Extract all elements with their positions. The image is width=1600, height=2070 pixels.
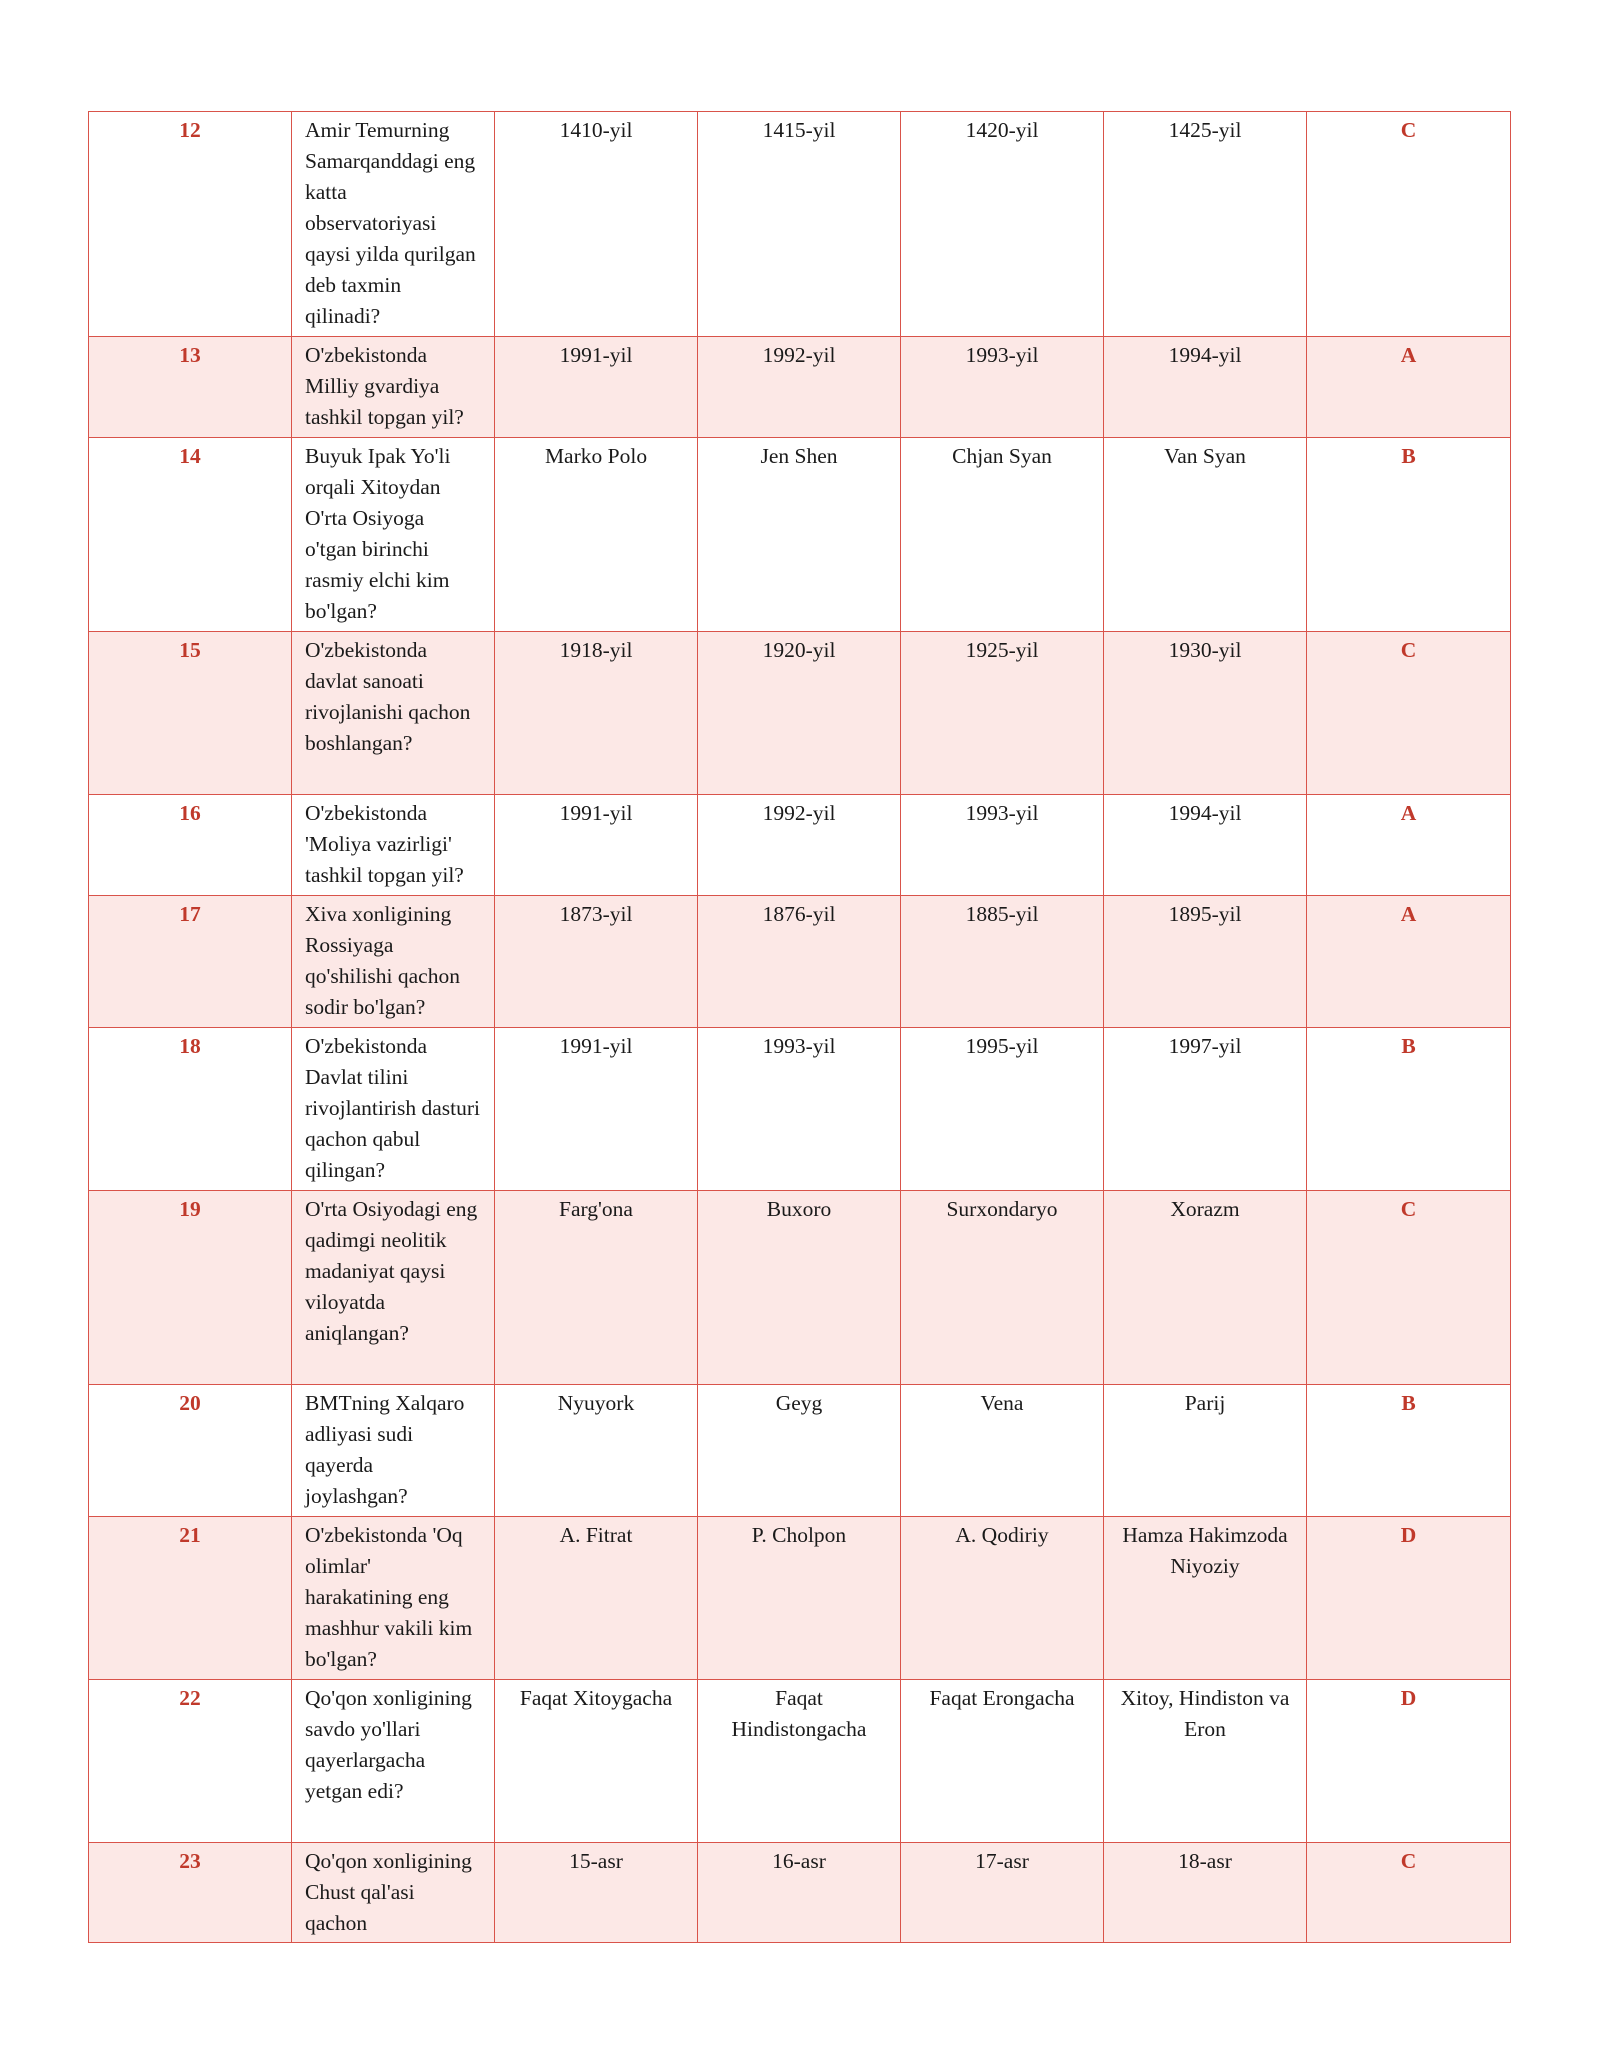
question-number: 14 <box>89 438 292 632</box>
option-d: 1994-yil <box>1104 337 1307 438</box>
correct-answer: B <box>1307 1385 1511 1517</box>
question-number: 12 <box>89 112 292 337</box>
option-a: 15-asr <box>495 1843 698 1943</box>
option-d: 1425-yil <box>1104 112 1307 337</box>
option-c: Surxondaryo <box>901 1191 1104 1385</box>
option-c: Faqat Erongacha <box>901 1680 1104 1843</box>
correct-answer: A <box>1307 795 1511 896</box>
question-number: 22 <box>89 1680 292 1843</box>
option-a: 1873-yil <box>495 896 698 1028</box>
option-a: 1991-yil <box>495 795 698 896</box>
option-a: Marko Polo <box>495 438 698 632</box>
option-c: 1420-yil <box>901 112 1104 337</box>
option-d: Parij <box>1104 1385 1307 1517</box>
question-number: 15 <box>89 632 292 795</box>
question-number: 16 <box>89 795 292 896</box>
correct-answer: B <box>1307 438 1511 632</box>
table-row <box>89 112 1511 337</box>
option-b: Buxoro <box>698 1191 901 1385</box>
option-b: 1993-yil <box>698 1028 901 1191</box>
question-text: Qo'qon xonligining savdo yo'llari qayerlargacha yetgan edi? <box>292 1680 495 1843</box>
question-text: O'rta Osiyodagi eng qadimgi neolitik madaniyat qaysi viloyatda aniqlangan? <box>292 1191 495 1385</box>
option-d: Xorazm <box>1104 1191 1307 1385</box>
table-row <box>89 337 1511 438</box>
option-b: Jen Shen <box>698 438 901 632</box>
option-d: Van Syan <box>1104 438 1307 632</box>
option-a: 1991-yil <box>495 337 698 438</box>
quiz-table <box>88 111 1511 1943</box>
table-row <box>89 1517 1511 1680</box>
option-a: Faqat Xitoygacha <box>495 1680 698 1843</box>
question-number: 23 <box>89 1843 292 1943</box>
option-a: 1991-yil <box>495 1028 698 1191</box>
correct-answer: A <box>1307 337 1511 438</box>
question-text: O'zbekistonda 'Moliya vazirligi' tashkil topgan yil? <box>292 795 495 896</box>
option-d: 1994-yil <box>1104 795 1307 896</box>
option-c: Vena <box>901 1385 1104 1517</box>
option-a: 1918-yil <box>495 632 698 795</box>
table-row <box>89 1843 1511 1943</box>
table-row <box>89 438 1511 632</box>
option-b: Geyg <box>698 1385 901 1517</box>
option-c: Chjan Syan <box>901 438 1104 632</box>
correct-answer: B <box>1307 1028 1511 1191</box>
option-b: 1876-yil <box>698 896 901 1028</box>
question-number: 13 <box>89 337 292 438</box>
option-c: 1925-yil <box>901 632 1104 795</box>
question-number: 21 <box>89 1517 292 1680</box>
question-text: Qo'qon xonligining Chust qal'asi qachon <box>292 1843 495 1943</box>
question-number: 20 <box>89 1385 292 1517</box>
option-c: 17-asr <box>901 1843 1104 1943</box>
correct-answer: C <box>1307 112 1511 337</box>
table-row <box>89 632 1511 795</box>
question-text: Xiva xonligining Rossiyaga qo'shilishi qachon sodir bo'lgan? <box>292 896 495 1028</box>
option-b: 16-asr <box>698 1843 901 1943</box>
option-c: 1993-yil <box>901 795 1104 896</box>
option-d: Xitoy, Hindiston va Eron <box>1104 1680 1307 1843</box>
correct-answer: C <box>1307 1843 1511 1943</box>
option-b: 1415-yil <box>698 112 901 337</box>
correct-answer: D <box>1307 1680 1511 1843</box>
question-number: 18 <box>89 1028 292 1191</box>
table-row <box>89 1385 1511 1517</box>
option-a: A. Fitrat <box>495 1517 698 1680</box>
option-a: Nyuyork <box>495 1385 698 1517</box>
correct-answer: C <box>1307 632 1511 795</box>
question-number: 17 <box>89 896 292 1028</box>
option-d: 1997-yil <box>1104 1028 1307 1191</box>
question-text: Amir Temurning Samarqanddagi eng katta observatoriyasi qaysi yilda qurilgan deb taxmin qilinadi? <box>292 112 495 337</box>
option-d: 1930-yil <box>1104 632 1307 795</box>
option-c: 1995-yil <box>901 1028 1104 1191</box>
option-d: Hamza Hakimzoda Niyoziy <box>1104 1517 1307 1680</box>
table-row <box>89 795 1511 896</box>
question-text: O'zbekistonda davlat sanoati rivojlanishi qachon boshlangan? <box>292 632 495 795</box>
question-text: BMTning Xalqaro adliyasi sudi qayerda joylashgan? <box>292 1385 495 1517</box>
option-b: P. Cholpon <box>698 1517 901 1680</box>
correct-answer: D <box>1307 1517 1511 1680</box>
option-b: 1920-yil <box>698 632 901 795</box>
option-b: 1992-yil <box>698 337 901 438</box>
table-row <box>89 1191 1511 1385</box>
correct-answer: C <box>1307 1191 1511 1385</box>
table-row <box>89 1680 1511 1843</box>
option-b: 1992-yil <box>698 795 901 896</box>
option-c: A. Qodiriy <box>901 1517 1104 1680</box>
option-c: 1885-yil <box>901 896 1104 1028</box>
question-text: O'zbekistonda Milliy gvardiya tashkil topgan yil? <box>292 337 495 438</box>
option-a: Farg'ona <box>495 1191 698 1385</box>
question-text: O'zbekistonda 'Oq olimlar' harakatining eng mashhur vakili kim bo'lgan? <box>292 1517 495 1680</box>
correct-answer: A <box>1307 896 1511 1028</box>
table-row <box>89 1028 1511 1191</box>
option-a: 1410-yil <box>495 112 698 337</box>
option-c: 1993-yil <box>901 337 1104 438</box>
option-d: 1895-yil <box>1104 896 1307 1028</box>
table-row <box>89 896 1511 1028</box>
option-b: Faqat Hindistongacha <box>698 1680 901 1843</box>
option-d: 18-asr <box>1104 1843 1307 1943</box>
question-number: 19 <box>89 1191 292 1385</box>
question-text: Buyuk Ipak Yo'li orqali Xitoydan O'rta Osiyoga o'tgan birinchi rasmiy elchi kim bo'lgan? <box>292 438 495 632</box>
question-text: O'zbekistonda Davlat tilini rivojlantirish dasturi qachon qabul qilingan? <box>292 1028 495 1191</box>
